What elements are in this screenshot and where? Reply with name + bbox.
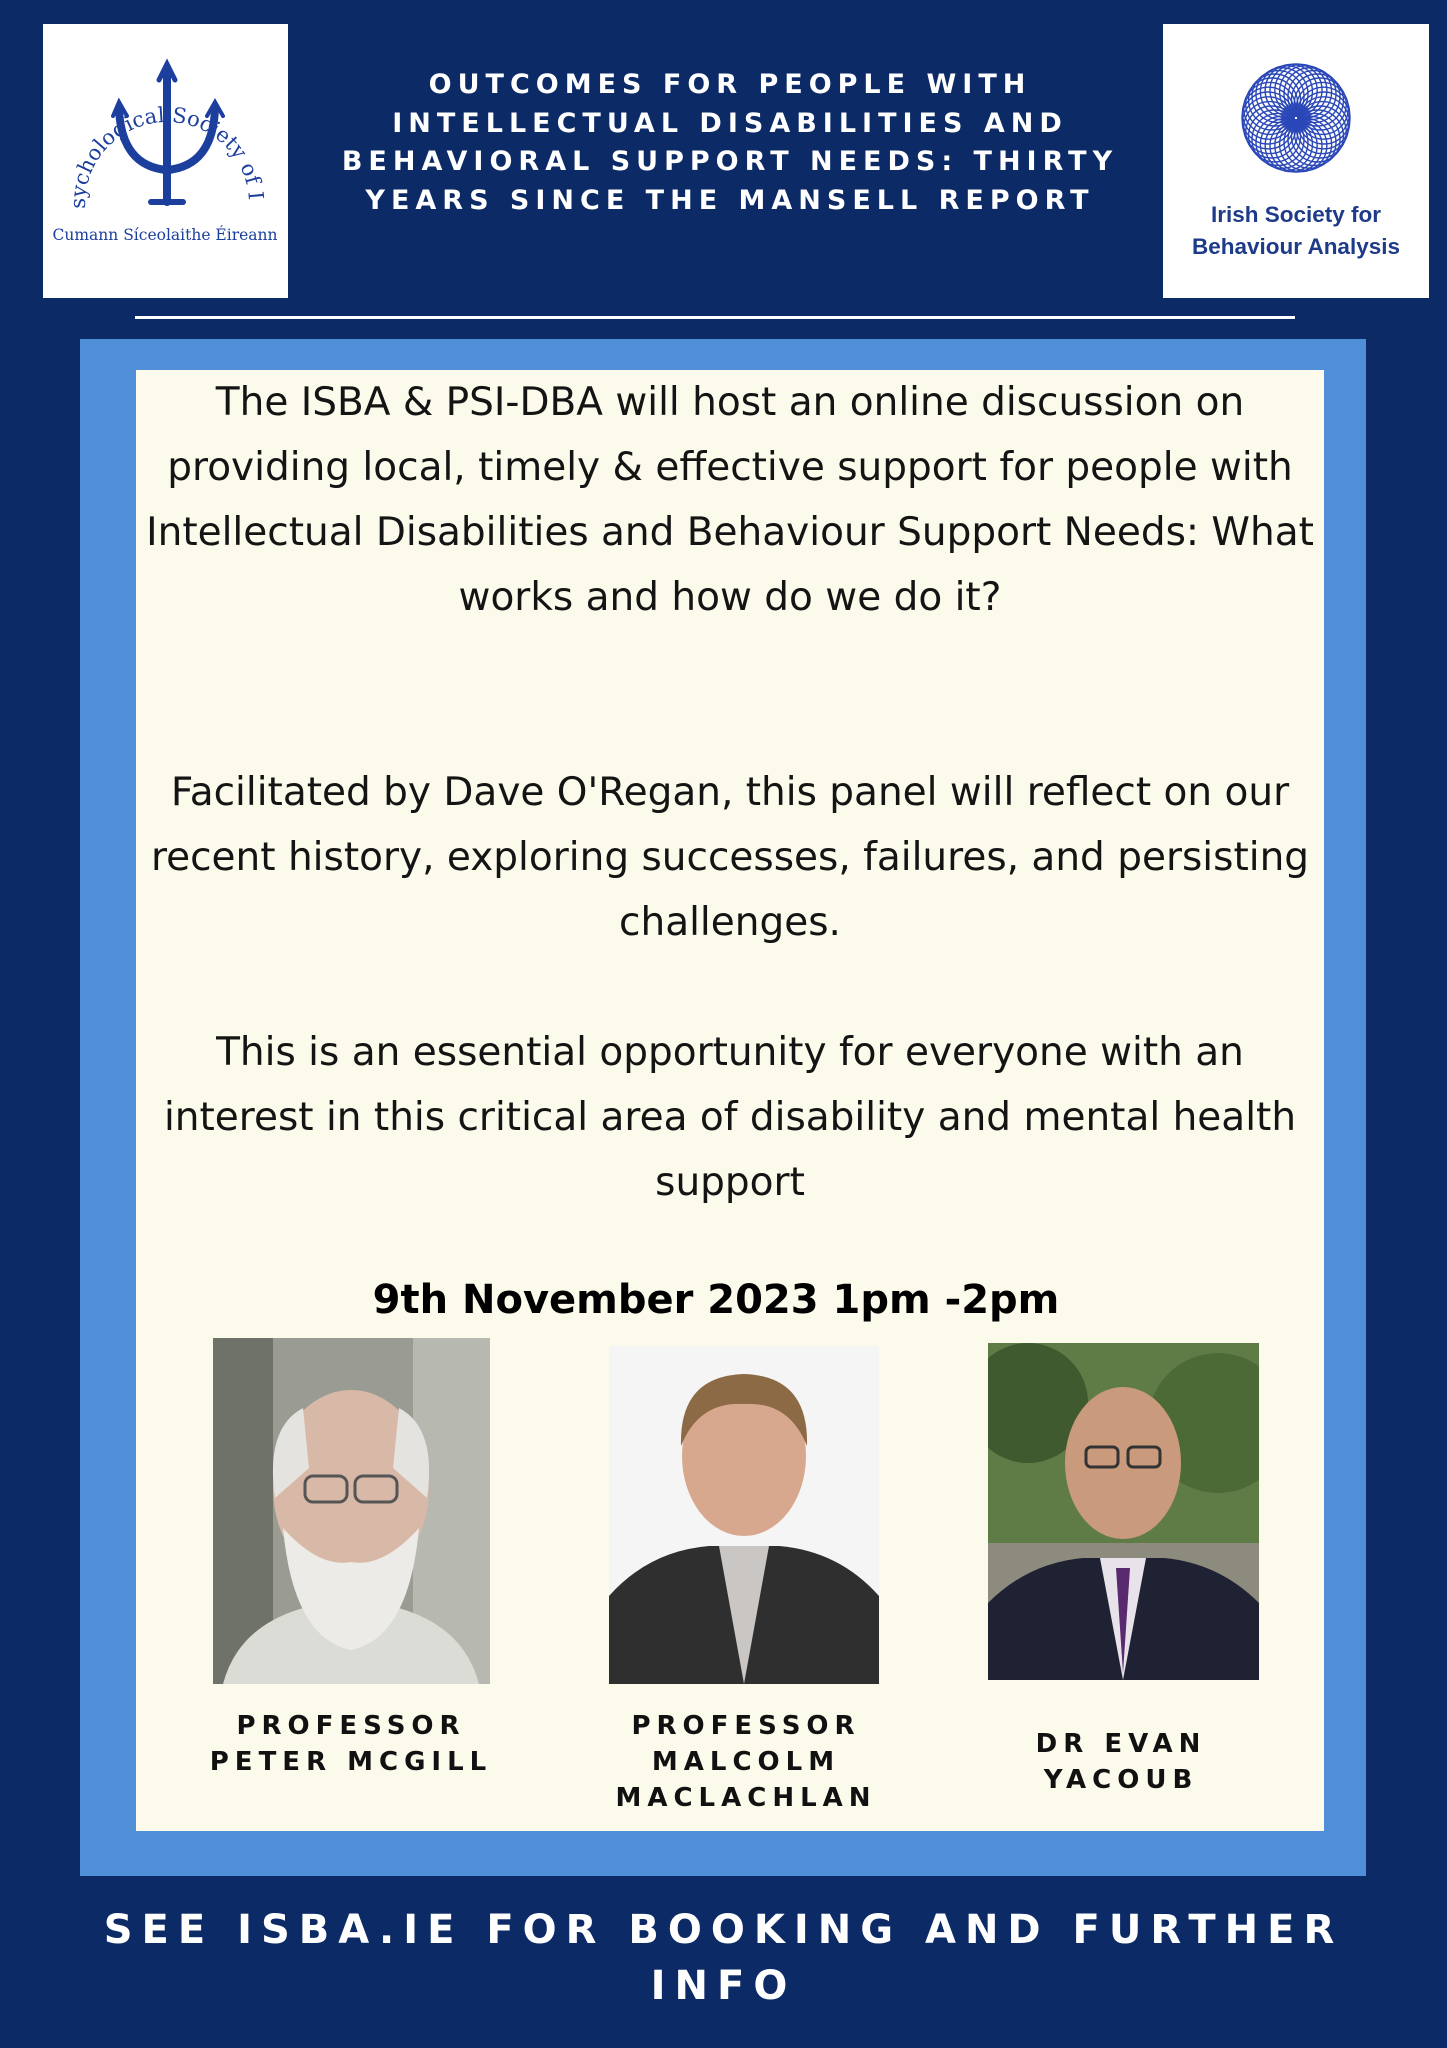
speaker-photo-evan-yacoub: [988, 1343, 1259, 1680]
psi-subtitle: Cumann Síceolaithe Éireann: [52, 226, 278, 244]
event-title: OUTCOMES FOR PEOPLE WITH INTELLECTUAL DISABILITIES AND BEHAVIORAL SUPPORT NEEDS: THIRTY YEARS SINCE THE MANSELL REPORT: [341, 69, 1119, 216]
intro-paragraph: The ISBA & PSI-DBA will host an online discussion on providing local, timely & effective support for people with Intellectual Disabilities and Behaviour Support Needs: What works and how do we do it?: [146, 380, 1314, 620]
facilitator-paragraph: Facilitated by Dave O'Regan, this panel will reflect on our recent history, exploring successes, failures, and persisting challenges.: [150, 770, 1310, 945]
booking-info-footer: SEE ISBA.IE FOR BOOKING AND FURTHER INFO: [103, 1907, 1344, 2009]
spirograph-ring-icon: [1242, 64, 1350, 172]
speaker-name-3: DR EVAN YACOUB: [1035, 1729, 1207, 1795]
psi-logo: [43, 24, 288, 298]
opportunity-paragraph: This is an essential opportunity for everyone with an interest in this critical area of disability and mental health support: [163, 1030, 1297, 1205]
speaker-photo-peter-mcgill: [213, 1338, 490, 1684]
isba-logo: [1163, 24, 1429, 298]
header-divider: [135, 316, 1295, 319]
content-card: [136, 370, 1324, 1831]
event-date: 9th November 2023 1pm -2pm: [372, 1277, 1060, 1323]
isba-name-line2: Behaviour Analysis: [1192, 234, 1400, 259]
speaker-name-2: PROFESSOR MALCOLM MACLACHLAN: [615, 1711, 877, 1813]
psi-trident-icon: [43, 24, 288, 298]
speaker-name-1: PROFESSOR PETER MCGILL: [209, 1711, 493, 1777]
psi-arc-text: sychological Society of I: [65, 102, 268, 209]
speaker-photo-malcolm-maclachlan: [609, 1346, 879, 1684]
isba-name-line1: Irish Society for: [1210, 202, 1382, 227]
